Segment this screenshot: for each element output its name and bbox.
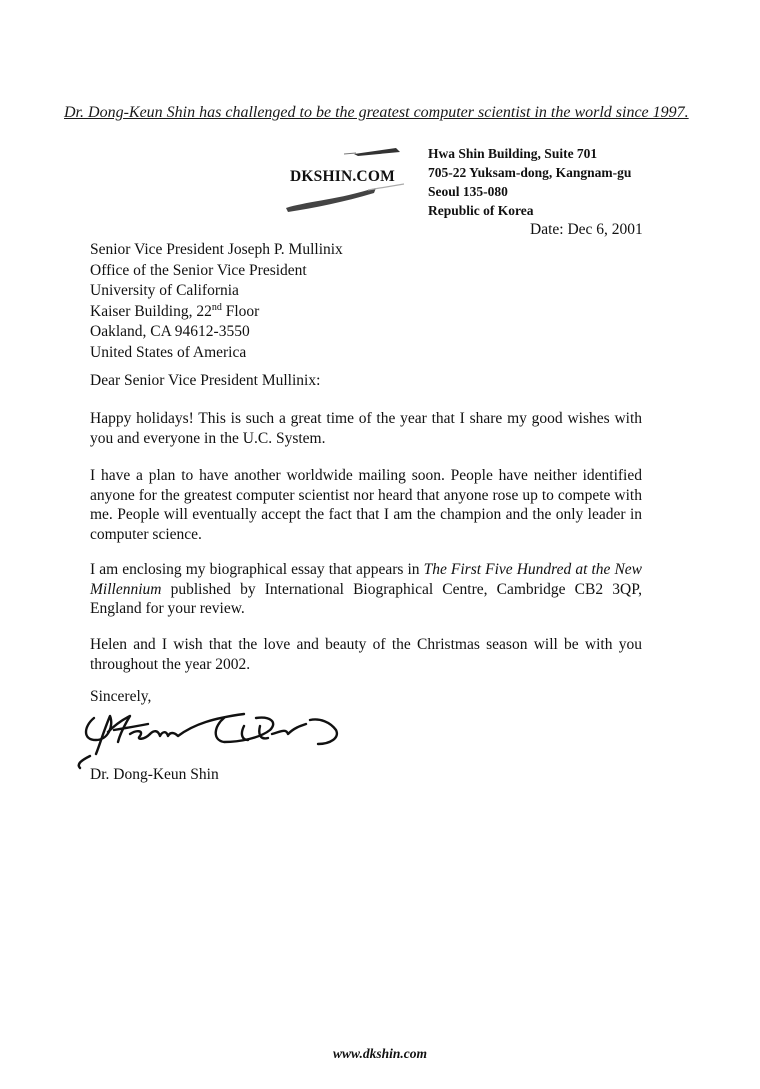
paragraph-enclosure: I am enclosing my biographical essay that appears in The First Five Hundred at the New Millennium published by International Biographical Centre, Cambridge CB2 3QP, England for your review. bbox=[90, 561, 643, 617]
recipient-address bbox=[90, 240, 343, 363]
recipient-line: Office of the Senior Vice President bbox=[90, 261, 307, 279]
logo-text: DKSHIN.COM bbox=[290, 168, 395, 185]
letter-tagline: Dr. Dong-Keun Shin has challenged to be the greatest computer scientist in the world since 1997. bbox=[64, 104, 689, 121]
recipient-line: United States of America bbox=[90, 343, 247, 361]
signer-name: Dr. Dong-Keun Shin bbox=[90, 766, 219, 783]
recipient-line: Senior Vice President Joseph P. Mullinix bbox=[90, 241, 343, 258]
recipient-line: Kaiser Building, 22nd Floor bbox=[90, 301, 260, 320]
address-line: Seoul 135-080 bbox=[428, 184, 508, 199]
closing: Sincerely, bbox=[90, 688, 152, 705]
paragraph-greeting: Happy holidays! This is such a great time of the year that I share my good wishes with you and everyone in the U.C. System. bbox=[90, 410, 642, 447]
recipient-line: Oakland, CA 94612-3550 bbox=[90, 323, 250, 340]
company-logo bbox=[284, 144, 414, 214]
recipient-line: University of California bbox=[90, 282, 239, 299]
salutation: Dear Senior Vice President Mullinix: bbox=[90, 372, 321, 389]
book-title: The First Five Hundred at the New Millennium bbox=[90, 561, 643, 598]
paragraph-plan: I have a plan to have another worldwide mailing soon. People have neither identified anyone for the greatest computer scientist nor heard that anyone rose up to compete with me. People will eventually accept the fact that I am the champion and the only leader in computer science. bbox=[90, 467, 642, 543]
sender-address bbox=[428, 144, 631, 220]
address-line: 705-22 Yuksam-dong, Kangnam-gu bbox=[428, 165, 632, 180]
handwritten-signature bbox=[74, 704, 364, 770]
footer-website: www.dkshin.com bbox=[332, 1046, 428, 1061]
address-line: Republic of Korea bbox=[428, 203, 534, 218]
letter-date: Date: Dec 6, 2001 bbox=[530, 221, 643, 238]
paragraph-wishes: Helen and I wish that the love and beauty of the Christmas season will be with you throughout the year 2002. bbox=[90, 636, 642, 673]
address-line: Hwa Shin Building, Suite 701 bbox=[428, 146, 598, 161]
